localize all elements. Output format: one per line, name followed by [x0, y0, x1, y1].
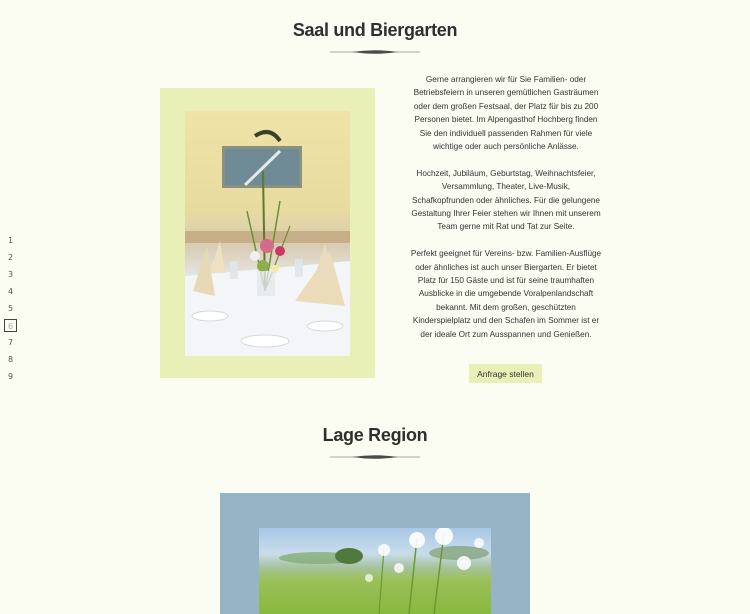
section-title-saal: Saal und Biergarten — [292, 20, 458, 40]
section-nav — [4, 234, 20, 387]
nav-item-4[interactable]: 4 — [7, 287, 14, 296]
section-title-lage: Lage Region — [322, 425, 428, 445]
nav-item-8[interactable]: 8 — [7, 355, 14, 364]
nav-item-7[interactable]: 7 — [7, 338, 14, 347]
nav-item-3[interactable]: 3 — [7, 270, 14, 279]
saal-description — [410, 73, 602, 354]
nav-item-9[interactable]: 9 — [7, 372, 14, 381]
decorative-divider-icon — [330, 453, 420, 461]
inquiry-button[interactable]: Anfrage stellen — [469, 364, 542, 383]
nav-item-2[interactable]: 2 — [7, 253, 14, 262]
nav-item-6-active[interactable]: 6 — [4, 319, 17, 332]
description-paragraph-1: Gerne arrangieren wir für Sie Familien- oder Betriebsfeiern in unseren gemütlichen Gasträumen oder dem großen Festsaal, der Platz für bis zu 200 Personen bietet. Im Alpengasthof Hochberg finden Sie den individuell passenden Rahmen für viele wichtige oder auch persönliche Anlässe. — [413, 75, 599, 152]
description-paragraph-3: Perfekt geeignet für Vereins- bzw. Familien-Ausflüge oder ähnliches ist auch unser Biergarten. Er bietet Platz für 150 Gäste und ist für seine traumhaften Ausblicke in die umgebende Voralpenlandschaft bekannt. Mit dem großen, geschützten Kinderspielplatz und den Schafen im Sommer ist er der ideale Ort zum Ausspannen und Genießen. — [410, 249, 602, 339]
nav-item-1[interactable]: 1 — [7, 236, 14, 245]
nav-item-5[interactable]: 5 — [7, 304, 14, 313]
region-meadow-photo — [259, 528, 491, 614]
description-paragraph-2: Hochzeit, Jubiläum, Geburtstag, Weihnachtsfeier, Versammlung, Theater, Live-Musik, Schafkopfrunden oder ähnliches. Für die gelungene Gestaltung Ihrer Feier stehen wir Ihnen mit unserem Team gerne mit Rat und Tat zur Seite. — [411, 168, 601, 232]
festsaal-photo — [185, 111, 350, 356]
decorative-divider-icon — [330, 48, 420, 56]
